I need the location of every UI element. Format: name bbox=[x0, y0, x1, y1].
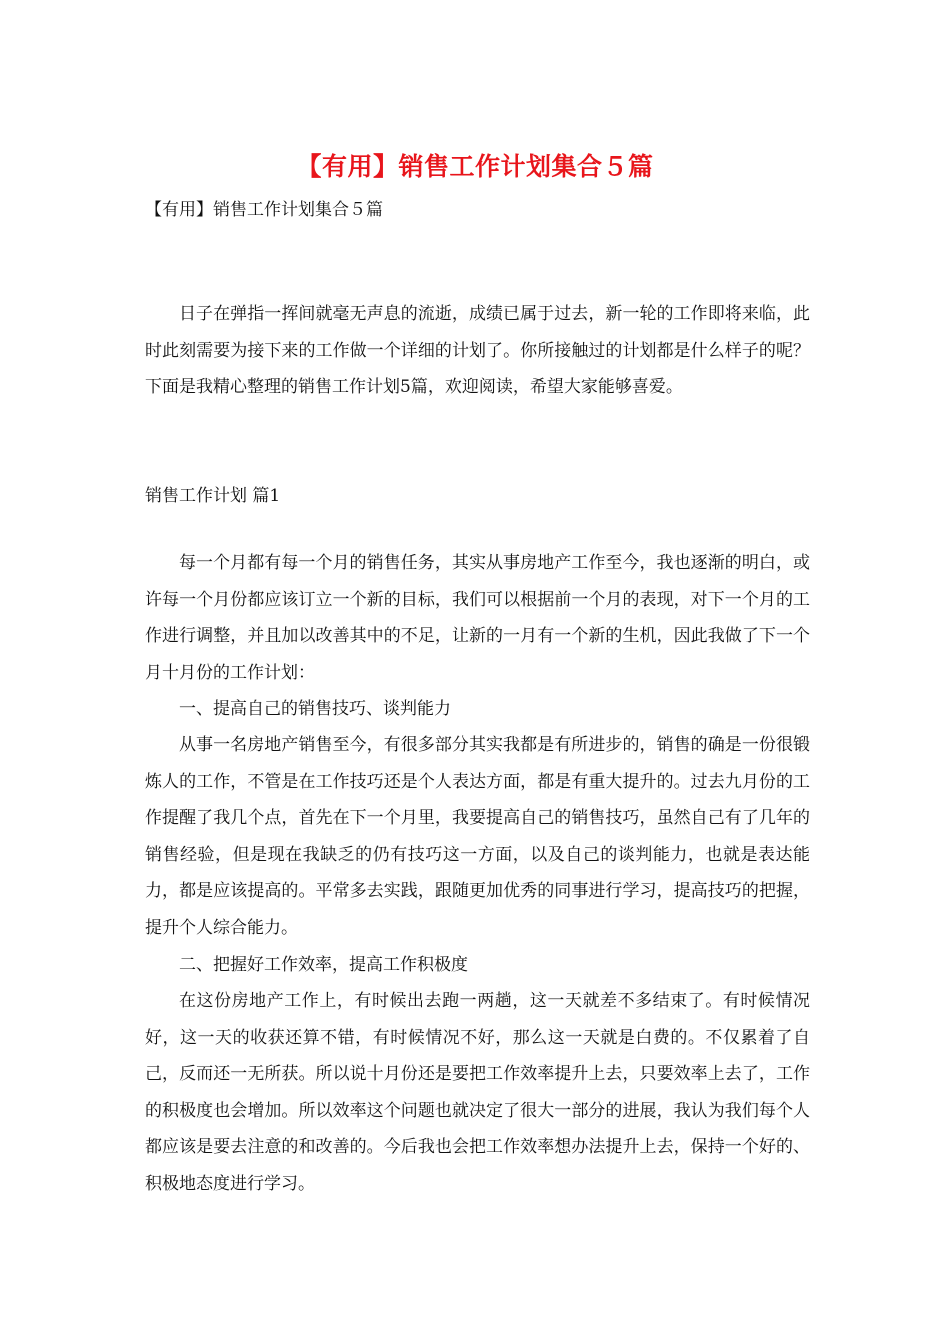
intro-paragraph: 日子在弹指一挥间就毫无声息的流逝，成绩已属于过去，新一轮的工作即将来临，此时此刻需要为接下来的工作做一个详细的计划了。你所接触过的计划都是什么样子的呢？下面是我精心整理的销售工作计划5篇，欢迎阅读，希望大家能够喜爱。 bbox=[145, 304, 810, 397]
body-paragraph-2: 从事一名房地产销售至今，有很多部分其实我都是有所进步的，销售的确是一份很锻炼人的工作，不管是在工作技巧还是个人表达方面，都是有重大提升的。过去九月份的工作提醒了我几个点，首先在下一个月里，我要提高自己的销售技巧，虽然自己有了几年的销售经验，但是现在我缺乏的仍有技巧这一方面，以及自己的谈判能力，也就是表达能力，都是应该提高的。平常多去实践，跟随更加优秀的同事进行学习，提高技巧的把握，提升个人综合能力。 bbox=[145, 735, 810, 938]
body-paragraph-1: 每一个月都有每一个月的销售任务，其实从事房地产工作至今，我也逐渐的明白，或许每一个月份都应该订立一个新的目标，我们可以根据前一个月的表现，对下一个月的工作进行调整，并且加以改善其中的不足，让新的一月有一个新的生机，因此我做了下一个月十月份的工作计划： bbox=[145, 553, 810, 683]
subheading-1: 一、提高自己的销售技巧、谈判能力 bbox=[179, 699, 451, 719]
body-paragraph-3: 在这份房地产工作上，有时候出去跑一两趟，这一天就差不多结束了。有时候情况好，这一天的收获还算不错，有时候情况不好，那么这一天就是白费的。不仅累着了自己，反而还一无所获。所以说十月份还是要把工作效率提升上去，只要效率上去了，工作的积极度也会增加。所以效率这个问题也就决定了很大一部分的进展，我认为我们每个人都应该是要去注意的和改善的。今后我也会把工作效率想办法提升上去，保持一个好的、积极地态度进行学习。 bbox=[145, 991, 810, 1194]
section-heading: 销售工作计划 篇1 bbox=[145, 486, 281, 506]
document-title: 【有用】销售工作计划集合５篇 bbox=[296, 152, 654, 181]
document-subtitle: 【有用】销售工作计划集合５篇 bbox=[145, 200, 383, 220]
subheading-2: 二、把握好工作效率，提高工作积极度 bbox=[179, 955, 468, 975]
